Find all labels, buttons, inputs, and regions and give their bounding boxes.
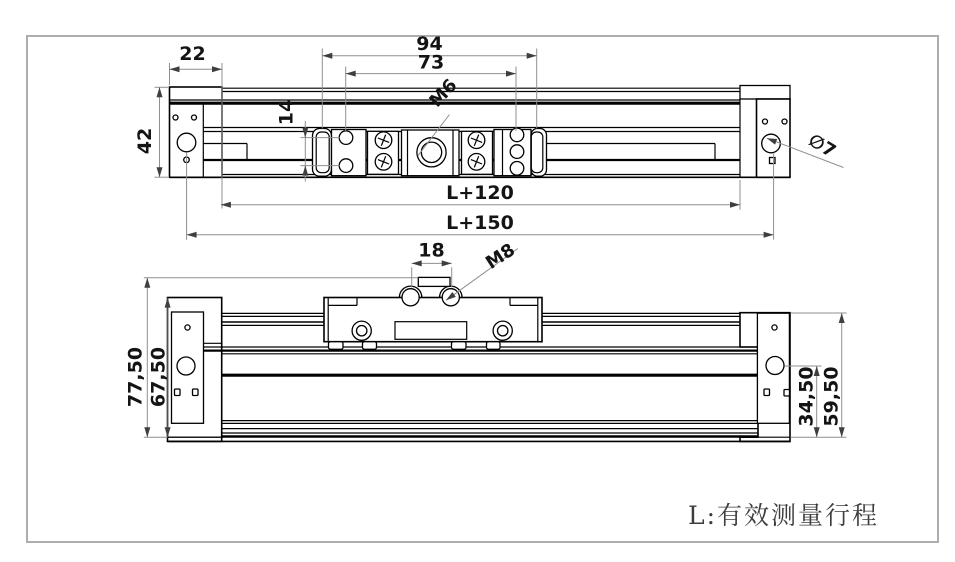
dowel-hole [192,115,197,120]
dim-text-14: 14 [275,98,298,126]
carriage-foot [487,342,501,350]
socket-screw [352,321,371,340]
hub-top-tab [418,277,450,286]
phillips-screw [468,154,485,171]
phillips-screw [468,132,485,149]
small-slot [770,158,776,164]
sheet-border [27,36,938,542]
small-slot [193,389,199,396]
front-carriage [324,277,542,349]
mount-hole-left [177,357,195,375]
phillips-screw [375,132,392,149]
label-text-dia7: ∅7 [804,129,840,163]
small-hole [772,325,777,330]
dim-length-inner [221,180,740,210]
front-right-end-cap [740,313,790,442]
plate-hole [510,162,524,176]
dim-text-94: 94 [416,33,443,55]
plate-hole [510,128,524,142]
dim-left-end-height [148,298,170,438]
small-slot [175,389,181,396]
carriage-right-cap [531,129,547,177]
small-hole [185,325,190,330]
socket-screw [493,321,512,340]
front-view [125,240,847,442]
phillips-screw [375,154,392,171]
dim-span-94 [322,33,536,129]
carriage-foot [363,342,377,350]
dim-text-l120: L+120 [446,182,514,204]
top-right-end-block [740,86,790,178]
mount-hole-right [762,134,781,153]
center-thread-hole [421,142,441,162]
top-view [134,33,844,240]
small-slot [784,390,790,397]
dowel-hole [763,119,768,124]
top-carriage [313,128,547,176]
mount-hole-left [177,133,196,152]
dim-text-59-50: 59,50 [820,366,843,427]
front-left-end-cap [168,298,222,442]
plate-hole [510,145,524,159]
dim-body-width [134,87,168,177]
dim-text-73: 73 [417,51,445,74]
plate-hole [339,159,353,173]
dim-text-l150: L+150 [446,212,514,234]
dim-text-22: 22 [179,43,206,65]
m8-bolt [402,289,419,306]
carriage-foot [329,342,344,350]
footnote-effective-measuring-stroke: L:有效测量行程 [688,501,880,530]
dim-text-18: 18 [418,239,445,262]
dim-text-34-50: 34,50 [795,366,818,427]
dowel-hole [782,119,787,124]
dim-text-42: 42 [134,127,156,155]
mount-hole-right [766,357,784,375]
dim-text-67-50: 67,50 [147,346,170,408]
dowel-hole [173,115,178,120]
small-slot [764,389,770,396]
dim-text-77-50: 77,50 [124,346,147,408]
carriage-foot [452,342,467,350]
plate-hole [339,131,353,145]
label-text-m6: M6 [425,75,462,112]
label-text-m8: M8 [482,239,519,274]
